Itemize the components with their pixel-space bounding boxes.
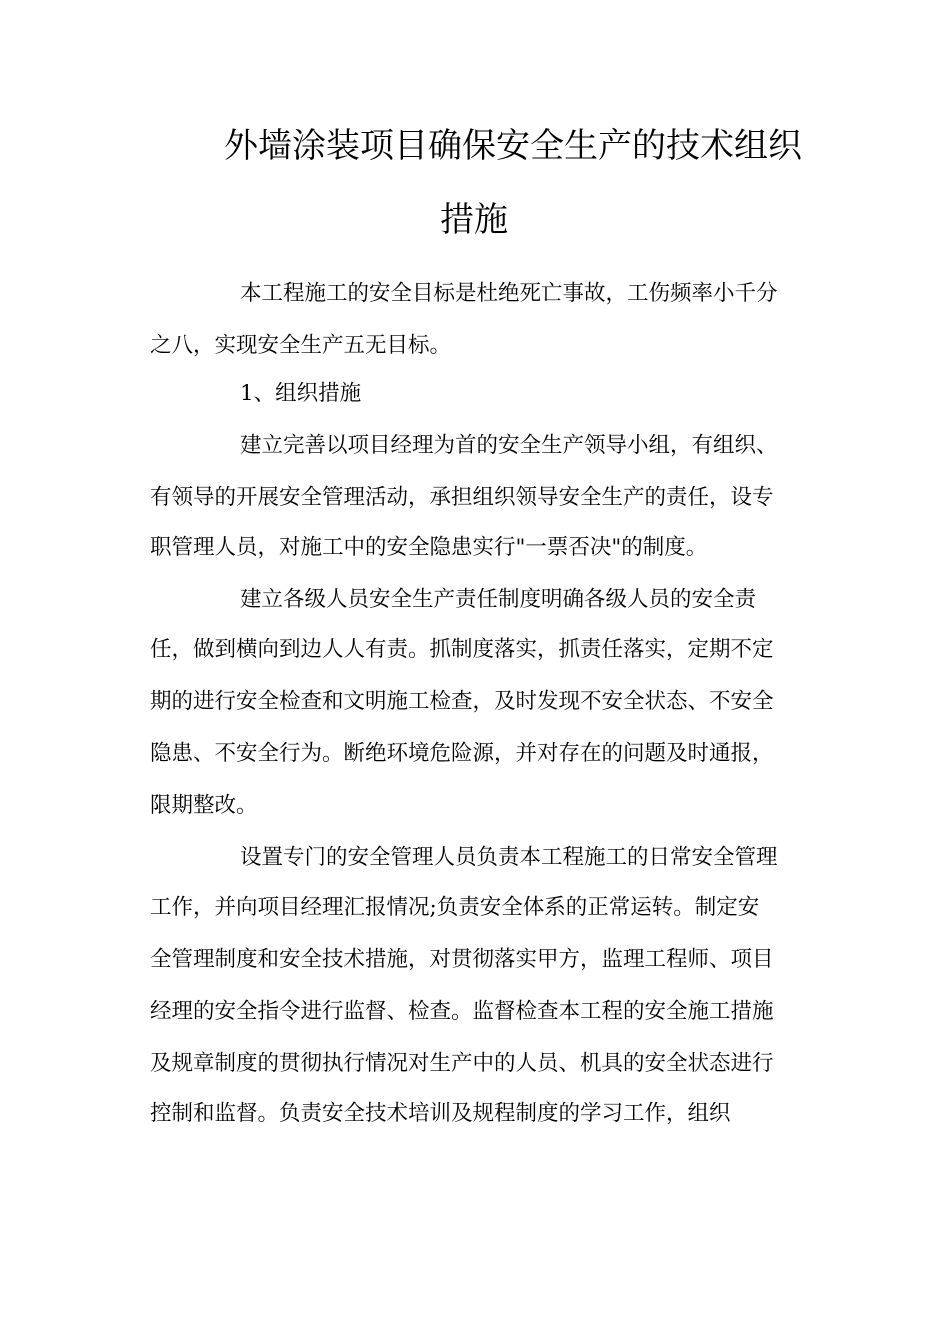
paragraph-line: 有领导的开展安全管理活动，承担组织领导安全生产的责任，设专 — [150, 485, 774, 510]
paragraph-line: 及规章制度的贯彻执行情况对生产中的人员、机具的安全状态进行 — [150, 1051, 774, 1076]
section-heading: 1、组织措施 — [240, 381, 362, 406]
paragraph-line: 工作，并向项目经理汇报情况;负责安全体系的正常运转。制定安 — [150, 895, 760, 920]
paragraph-line: 之八，实现安全生产五无目标。 — [150, 333, 452, 358]
paragraph-line: 建立完善以项目经理为首的安全生产领导小组，有组织、 — [240, 433, 778, 458]
paragraph-line: 设置专门的安全管理人员负责本工程施工的日常安全管理 — [240, 845, 778, 870]
paragraph-line: 经理的安全指令进行监督、检查。监督检查本工程的安全施工措施 — [150, 999, 774, 1024]
paragraph-line: 职管理人员，对施工中的安全隐患实行"一票否决"的制度。 — [150, 535, 708, 560]
document-title-line-1: 外墙涂装项目确保安全生产的技术组织 — [224, 126, 802, 166]
paragraph-line: 建立各级人员安全生产责任制度明确各级人员的安全责 — [240, 587, 757, 612]
paragraph-line: 全管理制度和安全技术措施，对贯彻落实甲方，监理工程师、项目 — [150, 947, 774, 972]
paragraph-line: 任，做到横向到边人人有责。抓制度落实，抓责任落实，定期不定 — [150, 637, 774, 662]
document-title-line-2: 措施 — [440, 200, 508, 240]
paragraph-line: 限期整改。 — [150, 793, 258, 818]
paragraph-line: 本工程施工的安全目标是杜绝死亡事故，工伤频率小千分 — [240, 281, 778, 306]
paragraph-line: 控制和监督。负责安全技术培训及规程制度的学习工作，组织 — [150, 1101, 731, 1126]
paragraph-line: 隐患、不安全行为。断绝环境危险源，并对存在的问题及时通报， — [150, 741, 774, 766]
paragraph-line: 期的进行安全检查和文明施工检查，及时发现不安全状态、不安全 — [150, 689, 774, 714]
